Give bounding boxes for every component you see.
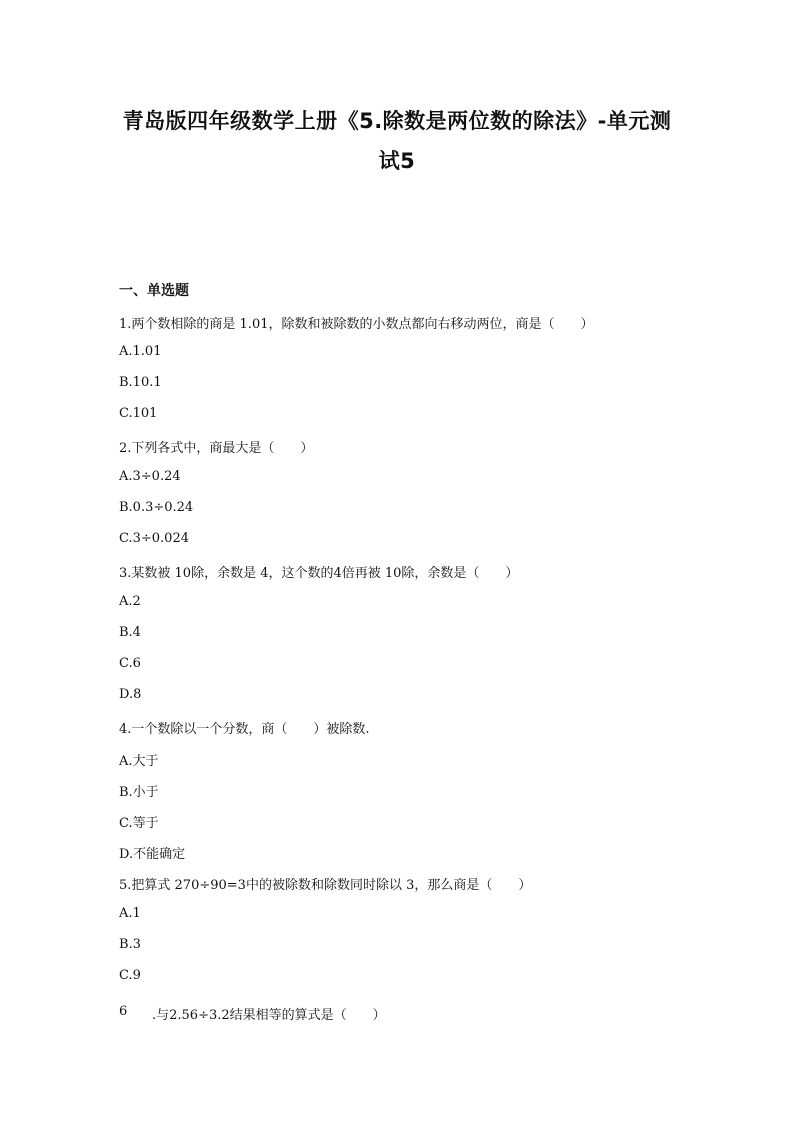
document-title-line-2: 试5: [378, 149, 416, 173]
question-3-option-c: C.6: [119, 656, 141, 671]
question-5-stem: 5.把算式 270÷90=3中的被除数和除数同时除以 3，那么商是（ ）: [119, 878, 532, 893]
document-title-line-1: 青岛版四年级数学上册《5.除数是两位数的除法》-单元测: [122, 109, 672, 133]
question-1-option-b: B.10.1: [119, 375, 162, 390]
question-4-option-d: D.不能确定: [119, 847, 186, 862]
question-5-option-c: C.9: [119, 968, 141, 983]
question-4-option-c: C.等于: [119, 816, 159, 831]
question-6-stem: .与2.56÷3.2结果相等的算式是（ ）: [152, 1008, 386, 1023]
question-6-number: 6: [119, 1004, 128, 1019]
question-2-option-b: B.0.3÷0.24: [119, 500, 194, 515]
question-3-option-b: B.4: [119, 625, 141, 640]
question-4-option-a: A.大于: [119, 754, 159, 769]
question-1-stem: 1.两个数相除的商是 1.01，除数和被除数的小数点都向右移动两位，商是（ ）: [119, 317, 594, 332]
question-3-option-a: A.2: [119, 594, 141, 609]
section-heading: 一、单选题: [119, 283, 189, 299]
question-5-option-a: A.1: [119, 906, 141, 921]
question-4-stem: 4.一个数除以一个分数，商（ ）被除数.: [119, 722, 370, 737]
question-1-option-a: A.1.01: [119, 344, 162, 359]
question-3-option-d: D.8: [119, 687, 142, 702]
question-5-option-b: B.3: [119, 937, 141, 952]
question-1-option-c: C.101: [119, 406, 158, 421]
question-4-option-b: B.小于: [119, 785, 159, 800]
question-3-stem: 3.某数被 10除，余数是 4，这个数的4倍再被 10除，余数是（ ）: [119, 566, 519, 581]
question-2-stem: 2.下列各式中，商最大是（ ）: [119, 441, 314, 456]
question-2-option-a: A.3÷0.24: [119, 469, 181, 484]
question-2-option-c: C.3÷0.024: [119, 531, 189, 546]
